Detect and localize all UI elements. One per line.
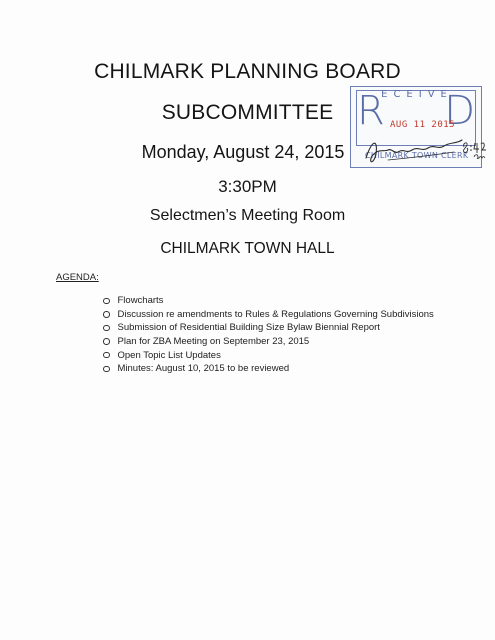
- circle-bullet-icon: [103, 325, 110, 332]
- agenda-item-text: Minutes: August 10, 2015 to be reviewed: [117, 363, 290, 375]
- agenda-item-text: Flowcharts: [117, 295, 164, 307]
- agenda-item-text: Open Topic List Updates: [117, 349, 221, 361]
- agenda-item-text: Discussion re amendments to Rules & Regulations Governing Subdivisions: [117, 308, 434, 320]
- agenda-item: [103, 348, 434, 362]
- stamp-received-text: ECEIVE: [381, 89, 453, 100]
- agenda-item-text: Submission of Residential Building Size Bylaw Biennial Report: [117, 322, 380, 334]
- agenda-label: AGENDA:: [56, 272, 99, 283]
- agenda-item: [103, 362, 434, 376]
- stamp-date: AUG 11 2015: [390, 120, 456, 130]
- agenda-item: [103, 308, 434, 322]
- meeting-time: 3:30PM: [218, 177, 277, 196]
- stamp-clerk-text: CHILMARK TOWN CLERK: [365, 151, 469, 160]
- circle-bullet-icon: [103, 352, 110, 359]
- meeting-room: Selectmen’s Meeting Room: [149, 207, 346, 224]
- circle-bullet-icon: [103, 298, 110, 305]
- circle-bullet-icon: [103, 338, 110, 345]
- title-board: CHILMARK PLANNING BOARD: [94, 60, 401, 83]
- meeting-location: CHILMARK TOWN HALL: [160, 240, 335, 257]
- stamp-letter-d: D: [444, 88, 475, 134]
- circle-bullet-icon: [103, 311, 110, 318]
- agenda-item: [103, 321, 434, 335]
- agenda-item: [103, 335, 434, 349]
- agenda-item-text: Plan for ZBA Meeting on September 23, 2015: [117, 336, 310, 348]
- stamp-letter-r: R: [357, 88, 385, 134]
- title-subcommittee: SUBCOMMITTEE: [161, 101, 334, 124]
- agenda-list: [103, 294, 434, 376]
- handwritten-signature: [358, 130, 468, 170]
- agenda-item: [103, 294, 434, 308]
- meeting-date: Monday, August 24, 2015: [141, 142, 345, 162]
- circle-bullet-icon: [103, 366, 110, 373]
- handwritten-time: [460, 137, 492, 161]
